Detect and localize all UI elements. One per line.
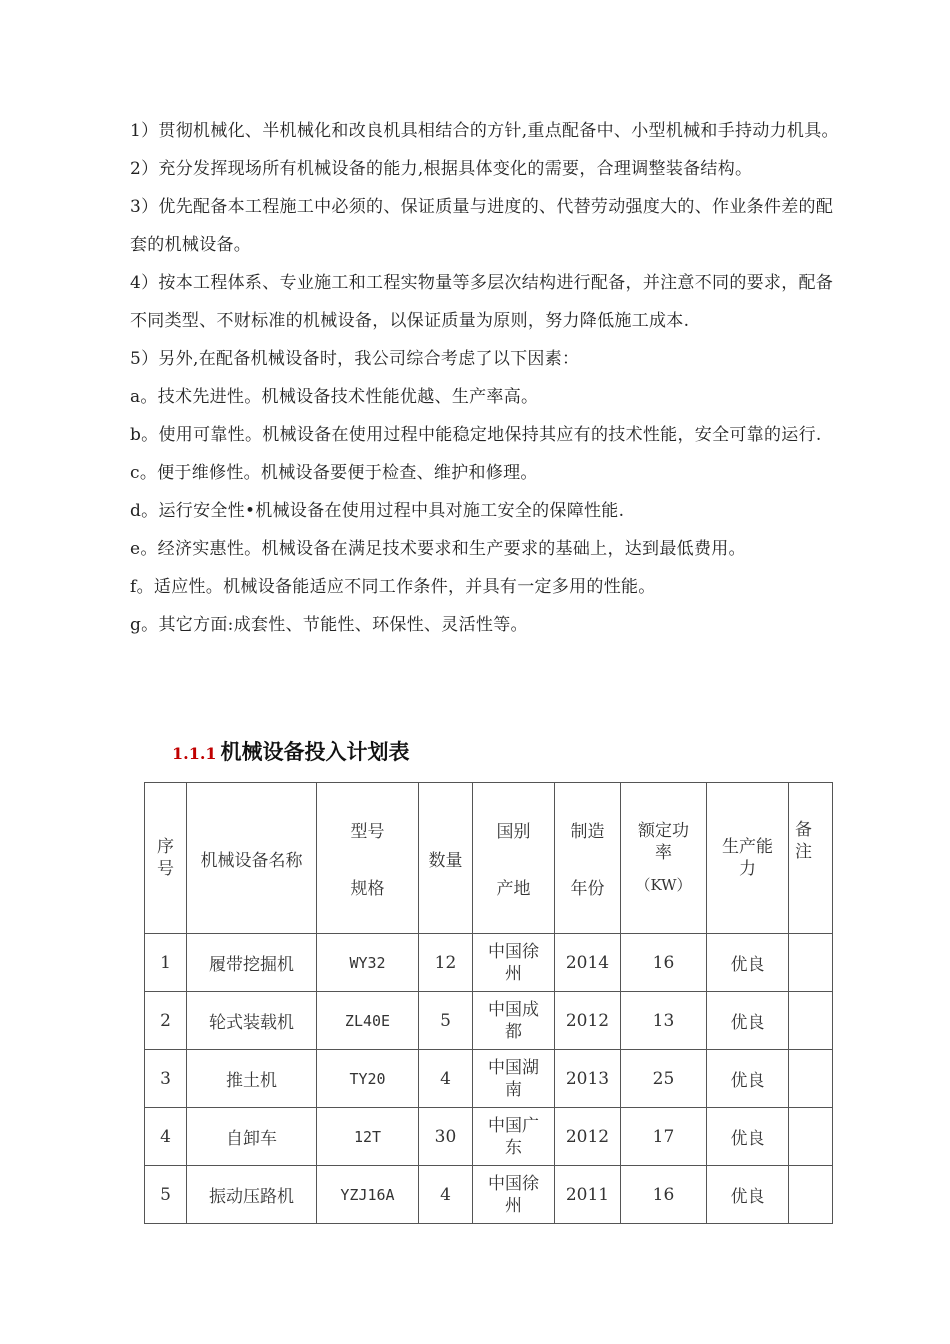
cell-year: 2012 [555,992,621,1050]
cell-seq: 2 [145,992,187,1050]
cell-origin: 中国徐 州 [473,1166,555,1224]
cell-qty: 12 [419,934,473,992]
header-power: 额定功 率 （KW） [621,783,707,934]
cell-seq: 1 [145,934,187,992]
table-row [145,934,833,992]
cell-model: WY32 [317,934,419,992]
cell-year: 2011 [555,1166,621,1224]
paragraph: d。运行安全性•机械设备在使用过程中具对施工安全的保障性能. [130,501,625,521]
cell-remark [789,1108,833,1166]
section-title: 机械设备投入计划表 [220,740,410,764]
cell-power: 16 [621,1166,707,1224]
paragraph: 4）按本工程体系、专业施工和工程实物量等多层次结构进行配备，并注意不同的要求，配备不同类型、不财标准的机械设备，以保证质量为原则，努力降低施工成本. [130,273,834,331]
paragraph: 5）另外,在配备机械设备时，我公司综合考虑了以下因素： [130,349,580,369]
equipment-table [144,782,833,1224]
cell-seq: 5 [145,1166,187,1224]
cell-name: 振动压路机 [187,1166,317,1224]
cell-qty: 5 [419,992,473,1050]
cell-qty: 30 [419,1108,473,1166]
header-origin: 国别 产地 [473,783,555,934]
cell-year: 2014 [555,934,621,992]
table-row [145,1108,833,1166]
cell-capacity: 优良 [707,1166,789,1224]
cell-remark [789,934,833,992]
cell-capacity: 优良 [707,992,789,1050]
cell-origin: 中国徐 州 [473,934,555,992]
cell-remark [789,1166,833,1224]
header-model: 型号 规格 [317,783,419,934]
section-number: 1.1.1 [172,744,217,763]
paragraph: c。便于维修性。机械设备要便于检查、维护和修理。 [130,463,538,483]
cell-model: ZL40E [317,992,419,1050]
cell-capacity: 优良 [707,1108,789,1166]
cell-seq: 3 [145,1050,187,1108]
paragraph: f。适应性。机械设备能适应不同工作条件，并具有一定多用的性能。 [130,577,656,597]
table-header-row [145,783,833,934]
paragraph: e。经济实惠性。机械设备在满足技术要求和生产要求的基础上，达到最低费用。 [130,539,746,559]
header-seq: 序 号 [145,783,187,934]
cell-origin: 中国湖 南 [473,1050,555,1108]
cell-power: 16 [621,934,707,992]
header-capacity: 生产能 力 [707,783,789,934]
paragraph: b。使用可靠性。机械设备在使用过程中能稳定地保持其应有的技术性能，安全可靠的运行. [130,425,822,445]
cell-model: 12T [317,1108,419,1166]
header-name: 机械设备名称 [187,783,317,934]
header-remark: 备 注 [789,783,833,934]
cell-remark [789,1050,833,1108]
cell-name: 履带挖掘机 [187,934,317,992]
paragraph: g。其它方面:成套性、节能性、环保性、灵活性等。 [130,615,528,635]
cell-model: YZJ16A [317,1166,419,1224]
cell-power: 25 [621,1050,707,1108]
cell-qty: 4 [419,1050,473,1108]
header-qty: 数量 [419,783,473,934]
paragraph: a。技术先进性。机械设备技术性能优越、生产率高。 [130,387,539,407]
cell-capacity: 优良 [707,1050,789,1108]
cell-name: 自卸车 [187,1108,317,1166]
cell-origin: 中国成 都 [473,992,555,1050]
cell-year: 2012 [555,1108,621,1166]
header-year: 制造 年份 [555,783,621,934]
paragraph: 2）充分发挥现场所有机械设备的能力,根据具体变化的需要，合理调整装备结构。 [130,159,753,179]
cell-name: 推土机 [187,1050,317,1108]
cell-power: 17 [621,1108,707,1166]
cell-year: 2013 [555,1050,621,1108]
table-row [145,992,833,1050]
table-row [145,1050,833,1108]
cell-remark [789,992,833,1050]
section-heading [172,736,410,766]
cell-seq: 4 [145,1108,187,1166]
cell-capacity: 优良 [707,934,789,992]
cell-power: 13 [621,992,707,1050]
cell-qty: 4 [419,1166,473,1224]
paragraph: 3）优先配备本工程施工中必须的、保证质量与进度的、代替劳动强度大的、作业条件差的配套的机械设备。 [130,197,834,255]
paragraph: 1）贯彻机械化、半机械化和改良机具相结合的方针,重点配备中、小型机械和手持动力机具。 [130,121,839,141]
cell-origin: 中国广 东 [473,1108,555,1166]
table-row [145,1166,833,1224]
body-text [130,112,850,644]
cell-model: TY20 [317,1050,419,1108]
cell-name: 轮式装载机 [187,992,317,1050]
